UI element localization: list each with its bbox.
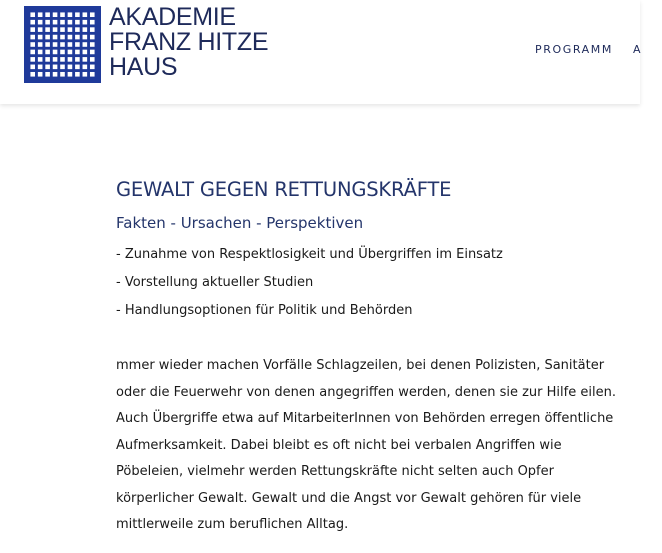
logo-dot <box>90 72 95 77</box>
logo-dot <box>90 57 95 62</box>
logo-dot <box>45 27 50 32</box>
logo-dot <box>30 20 35 25</box>
logo-dot <box>60 72 65 77</box>
logo-dot <box>30 50 35 55</box>
logo-dot <box>38 65 43 70</box>
logo-dot <box>30 42 35 47</box>
logo-dot <box>68 65 73 70</box>
logo-dot <box>30 72 35 77</box>
topic-list <box>116 241 640 325</box>
body-line: Aufmerksamkeit. Dabei bleibt es oft nicht bei verbalen Angriffen wie <box>116 437 562 453</box>
logo-dot <box>83 65 88 70</box>
brand-name-line-3: HAUS <box>109 53 178 81</box>
body-line: mmer wieder machen Vorfälle Schlagzeilen, bei denen Polizisten, Sanitäter <box>116 358 605 373</box>
logo-dot <box>75 42 80 47</box>
logo-dot <box>30 57 35 62</box>
logo-dot <box>38 27 43 32</box>
logo-dot <box>30 65 35 70</box>
logo-dot <box>75 50 80 55</box>
logo-dot <box>38 42 43 47</box>
logo-dot <box>68 35 73 40</box>
logo-dot <box>38 50 43 55</box>
logo-dot <box>45 65 50 70</box>
logo-dot <box>68 50 73 55</box>
body-line: Pöbeleien, vielmehr werden Rettungskräfte nicht selten auch Opfer <box>116 464 554 479</box>
body-line: Auch Übergriffe etwa auf MitarbeiterInnen von Behörden erregen öffentliche <box>116 411 614 426</box>
logo-dot <box>45 72 50 77</box>
page-subtitle: Fakten - Ursachen - Perspektiven <box>116 214 364 232</box>
logo-dot <box>60 50 65 55</box>
logo-dot <box>75 65 80 70</box>
topic-item: - Handlungsoptionen für Politik und Behörden <box>116 303 413 318</box>
logo-dot <box>90 20 95 25</box>
logo-dot <box>45 57 50 62</box>
logo-dot <box>83 57 88 62</box>
logo-dot <box>90 65 95 70</box>
brand-name-line-1: AKADEMIE <box>109 3 236 31</box>
logo-dot <box>83 12 88 17</box>
logo-dot <box>75 27 80 32</box>
logo-dot <box>45 12 50 17</box>
main-nav <box>535 43 662 56</box>
logo-dot <box>60 57 65 62</box>
topic-item: - Zunahme von Respektlosigkeit und Übergriffen im Einsatz <box>116 247 503 262</box>
logo-dot <box>53 42 58 47</box>
logo-dot <box>30 12 35 17</box>
logo-dot <box>60 12 65 17</box>
logo-dot <box>38 72 43 77</box>
logo-dot <box>30 35 35 40</box>
article-content <box>116 176 640 539</box>
logo-dot <box>75 72 80 77</box>
logo-dot <box>83 27 88 32</box>
logo-grid-icon <box>24 6 101 83</box>
logo-dot <box>68 42 73 47</box>
logo-dot <box>75 35 80 40</box>
topic-item: - Vorstellung aktueller Studien <box>116 275 314 290</box>
logo-dot <box>38 20 43 25</box>
logo-dot <box>83 42 88 47</box>
logo-dot <box>83 35 88 40</box>
brand-name <box>109 5 268 80</box>
logo-dot <box>90 27 95 32</box>
logo-dot <box>45 42 50 47</box>
body-line: mittlerweile zum beruflichen Alltag. <box>116 517 349 532</box>
logo-dot <box>45 20 50 25</box>
nav-item-next[interactable]: A <box>632 43 643 56</box>
logo-dot <box>75 12 80 17</box>
logo-dot <box>60 42 65 47</box>
logo-dot <box>90 12 95 17</box>
logo-dot <box>83 20 88 25</box>
logo-dot <box>53 57 58 62</box>
logo-dot <box>68 72 73 77</box>
brand-name-line-2: FRANZ HITZE <box>109 28 269 56</box>
page-title: GEWALT GEGEN RETTUNGSKRÄFTE <box>116 178 452 201</box>
logo-dot <box>90 50 95 55</box>
nav-item-programm[interactable]: PROGRAMM <box>535 43 613 56</box>
logo-dot <box>90 42 95 47</box>
logo-dot <box>53 50 58 55</box>
body-paragraph <box>116 353 646 539</box>
logo-dot <box>75 20 80 25</box>
logo-dot <box>60 20 65 25</box>
logo-dot <box>90 35 95 40</box>
logo-dot <box>53 20 58 25</box>
logo-dot <box>68 27 73 32</box>
logo-dot <box>45 50 50 55</box>
logo-dot <box>60 65 65 70</box>
logo-dot <box>60 35 65 40</box>
site-header <box>0 0 643 104</box>
logo-dot <box>83 72 88 77</box>
logo-dot <box>60 27 65 32</box>
logo-dot <box>53 35 58 40</box>
logo-dot <box>53 72 58 77</box>
logo-dot <box>38 57 43 62</box>
logo-dot <box>38 35 43 40</box>
home-logo-link[interactable] <box>24 3 269 83</box>
logo-dot <box>53 27 58 32</box>
logo-dot <box>83 50 88 55</box>
body-line: oder die Feuerwehr von denen angegriffen werden, denen sie zur Hilfe eilen. <box>116 384 616 400</box>
logo-dot <box>30 27 35 32</box>
logo-dot <box>68 12 73 17</box>
logo-dot <box>68 57 73 62</box>
body-line: körperlicher Gewalt. Gewalt und die Angst vor Gewalt gehören für viele <box>116 490 582 506</box>
logo-dot <box>68 20 73 25</box>
logo-dot <box>75 57 80 62</box>
logo-dot <box>38 12 43 17</box>
logo-dot <box>53 65 58 70</box>
logo-dot <box>53 12 58 17</box>
logo-dot <box>45 35 50 40</box>
